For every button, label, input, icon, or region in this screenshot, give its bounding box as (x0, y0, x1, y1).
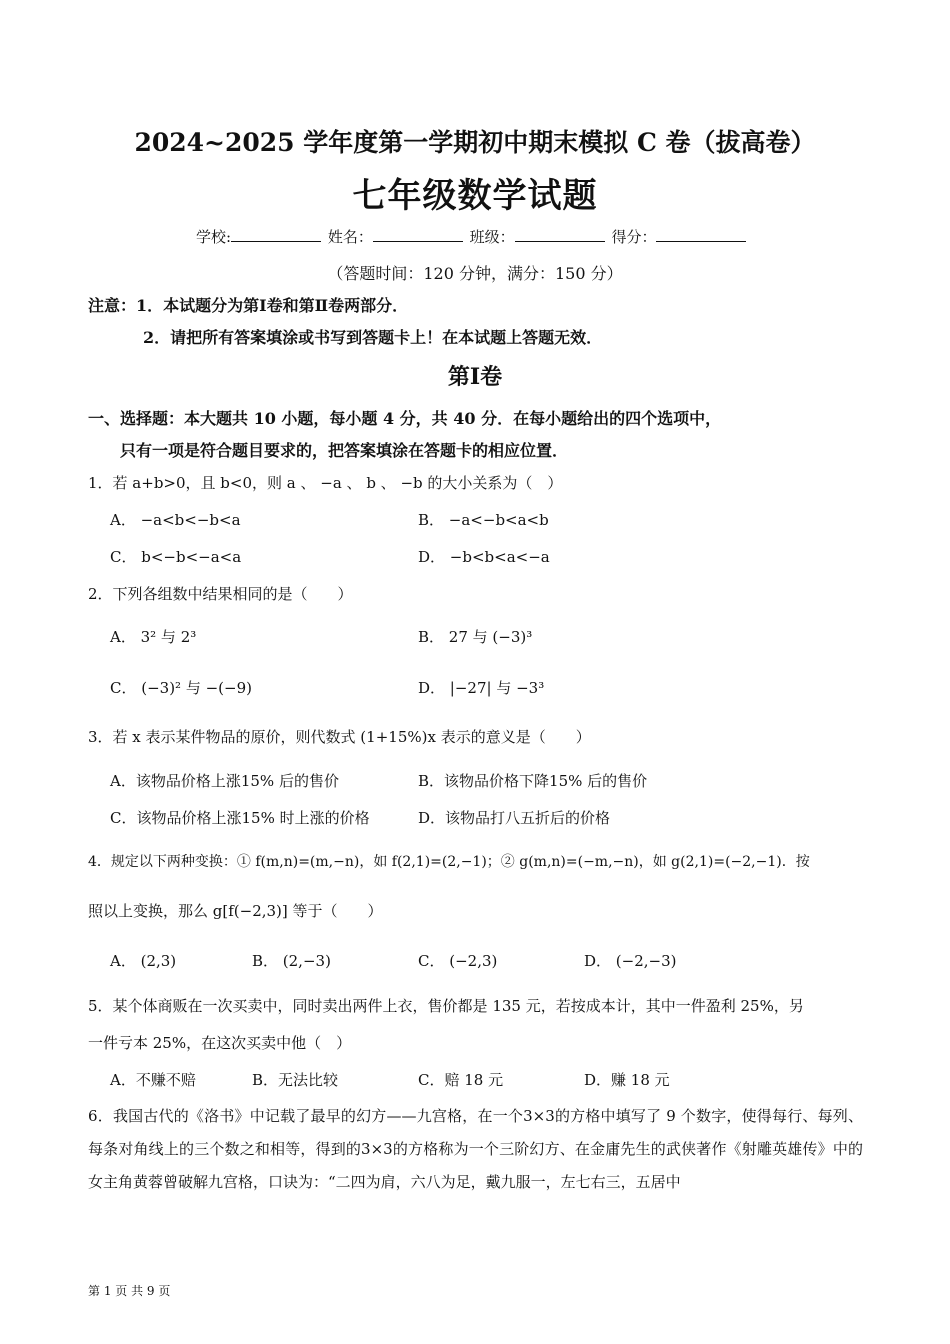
q4-option-b: B． (2,−3) (252, 952, 331, 970)
q3-option-a: A．该物品价格上涨15% 后的售价 (110, 772, 339, 790)
q2-option-c: C． (−3)² 与 −(−9) (110, 679, 252, 697)
q5-stem-line-2: 一件亏本 25%，在这次买卖中他（ ） (88, 1034, 352, 1052)
q5-option-b: B．无法比较 (252, 1071, 339, 1089)
q4-option-a: A． (2,3) (110, 952, 177, 970)
q2-stem: 2．下列各组数中结果相同的是（ ） (88, 585, 353, 603)
part1-instructions-line-1: 一、选择题：本大题共 10 小题，每小题 4 分，共 40 分．在每小题给出的四个选项中， (88, 409, 722, 428)
q1-stem: 1．若 a+b>0，且 b<0，则 a 、 −a 、 b 、 −b 的大小关系为（ ） (88, 474, 563, 492)
score-blank (656, 227, 746, 242)
part1-instructions-line-2: 只有一项是符合题目要求的，把答案填涂在答题卡的相应位置． (120, 441, 569, 460)
q2-option-a: A． 3² 与 2³ (110, 628, 197, 646)
name-blank (373, 227, 463, 242)
q5-stem-line-1: 5．某个体商贩在一次买卖中，同时卖出两件上衣，售价都是 135 元，若按成本计，其中一件盈利 25%，另 (88, 997, 804, 1015)
exam-subtitle: 七年级数学试题 (352, 176, 598, 216)
school-blank (231, 227, 321, 242)
q5-option-c: C．赔 18 元 (418, 1071, 504, 1089)
q3-option-d: D．该物品打八五折后的价格 (418, 809, 611, 827)
name-label: 姓名： (327, 228, 373, 246)
q3-option-b: B．该物品价格下降15% 后的售价 (418, 772, 648, 790)
section-title: 第Ⅰ卷 (447, 364, 503, 390)
exam-title: 2024~2025 学年度第一学期初中期末模拟 C 卷（拔高卷） (134, 128, 816, 157)
q2-option-b: B． 27 与 (−3)³ (418, 628, 533, 646)
q1-option-d: D． −b<b<a<−a (418, 548, 550, 566)
class-label: 班级： (469, 228, 515, 246)
q4-stem-line-1: 4．规定以下两种变换：① f(m,n)=(m,−n)，如 f(2,1)=(2,−1)；② g(m,n)=(−m,−n)，如 g(2,1)=(−2,−1)．按 (88, 854, 810, 870)
school-label: 学校: (196, 228, 232, 246)
q2-option-d: D． |−27| 与 −3³ (418, 679, 545, 697)
q1-option-a: A． −a<b<−b<a (110, 511, 241, 529)
q5-option-d: D．赚 18 元 (584, 1071, 670, 1089)
q3-stem: 3．若 x 表示某件物品的原价，则代数式 (1+15%)x 表示的意义是（ ） (88, 728, 591, 746)
page-footer: 第 1 页 共 9 页 (88, 1284, 171, 1298)
class-blank (515, 227, 605, 242)
q4-option-c: C． (−2,3) (418, 952, 498, 970)
q1-option-b: B． −a<−b<a<b (418, 511, 549, 529)
q4-stem-line-2: 照以上变换，那么 g[f(−2,3)] 等于（ ） (88, 902, 383, 920)
q5-option-a: A．不赚不赔 (110, 1071, 196, 1089)
q3-option-c: C．该物品价格上涨15% 时上涨的价格 (110, 809, 370, 827)
notice-line-2: 2．请把所有答案填涂或书写到答题卡上！在本试题上答题无效． (143, 328, 603, 347)
q4-option-d: D． (−2,−3) (584, 952, 677, 970)
student-info-line (196, 226, 748, 247)
score-label: 得分： (611, 228, 657, 246)
time-note: （答题时间：120 分钟，满分：150 分） (327, 264, 623, 283)
notice-line-1: 注意：1．本试题分为第Ⅰ卷和第Ⅱ卷两部分． (88, 296, 409, 315)
q6-text: 6．我国古代的《洛书》中记载了最早的幻方——九宫格，在一个3×3的方格中填写了 9 个数字，使得每行、每列、每条对角线上的三个数之和相等，得到的3×3的方格称为一个三阶幻方、在金庸先生的武侠著作《射雕英雄传》中的女主角黄蓉曾破解九宫格，口诀为：“二四为肩，六八为足，戴九服一，左七右三，五居中 (88, 1107, 863, 1191)
q1-option-c: C． b<−b<−a<a (110, 548, 242, 566)
